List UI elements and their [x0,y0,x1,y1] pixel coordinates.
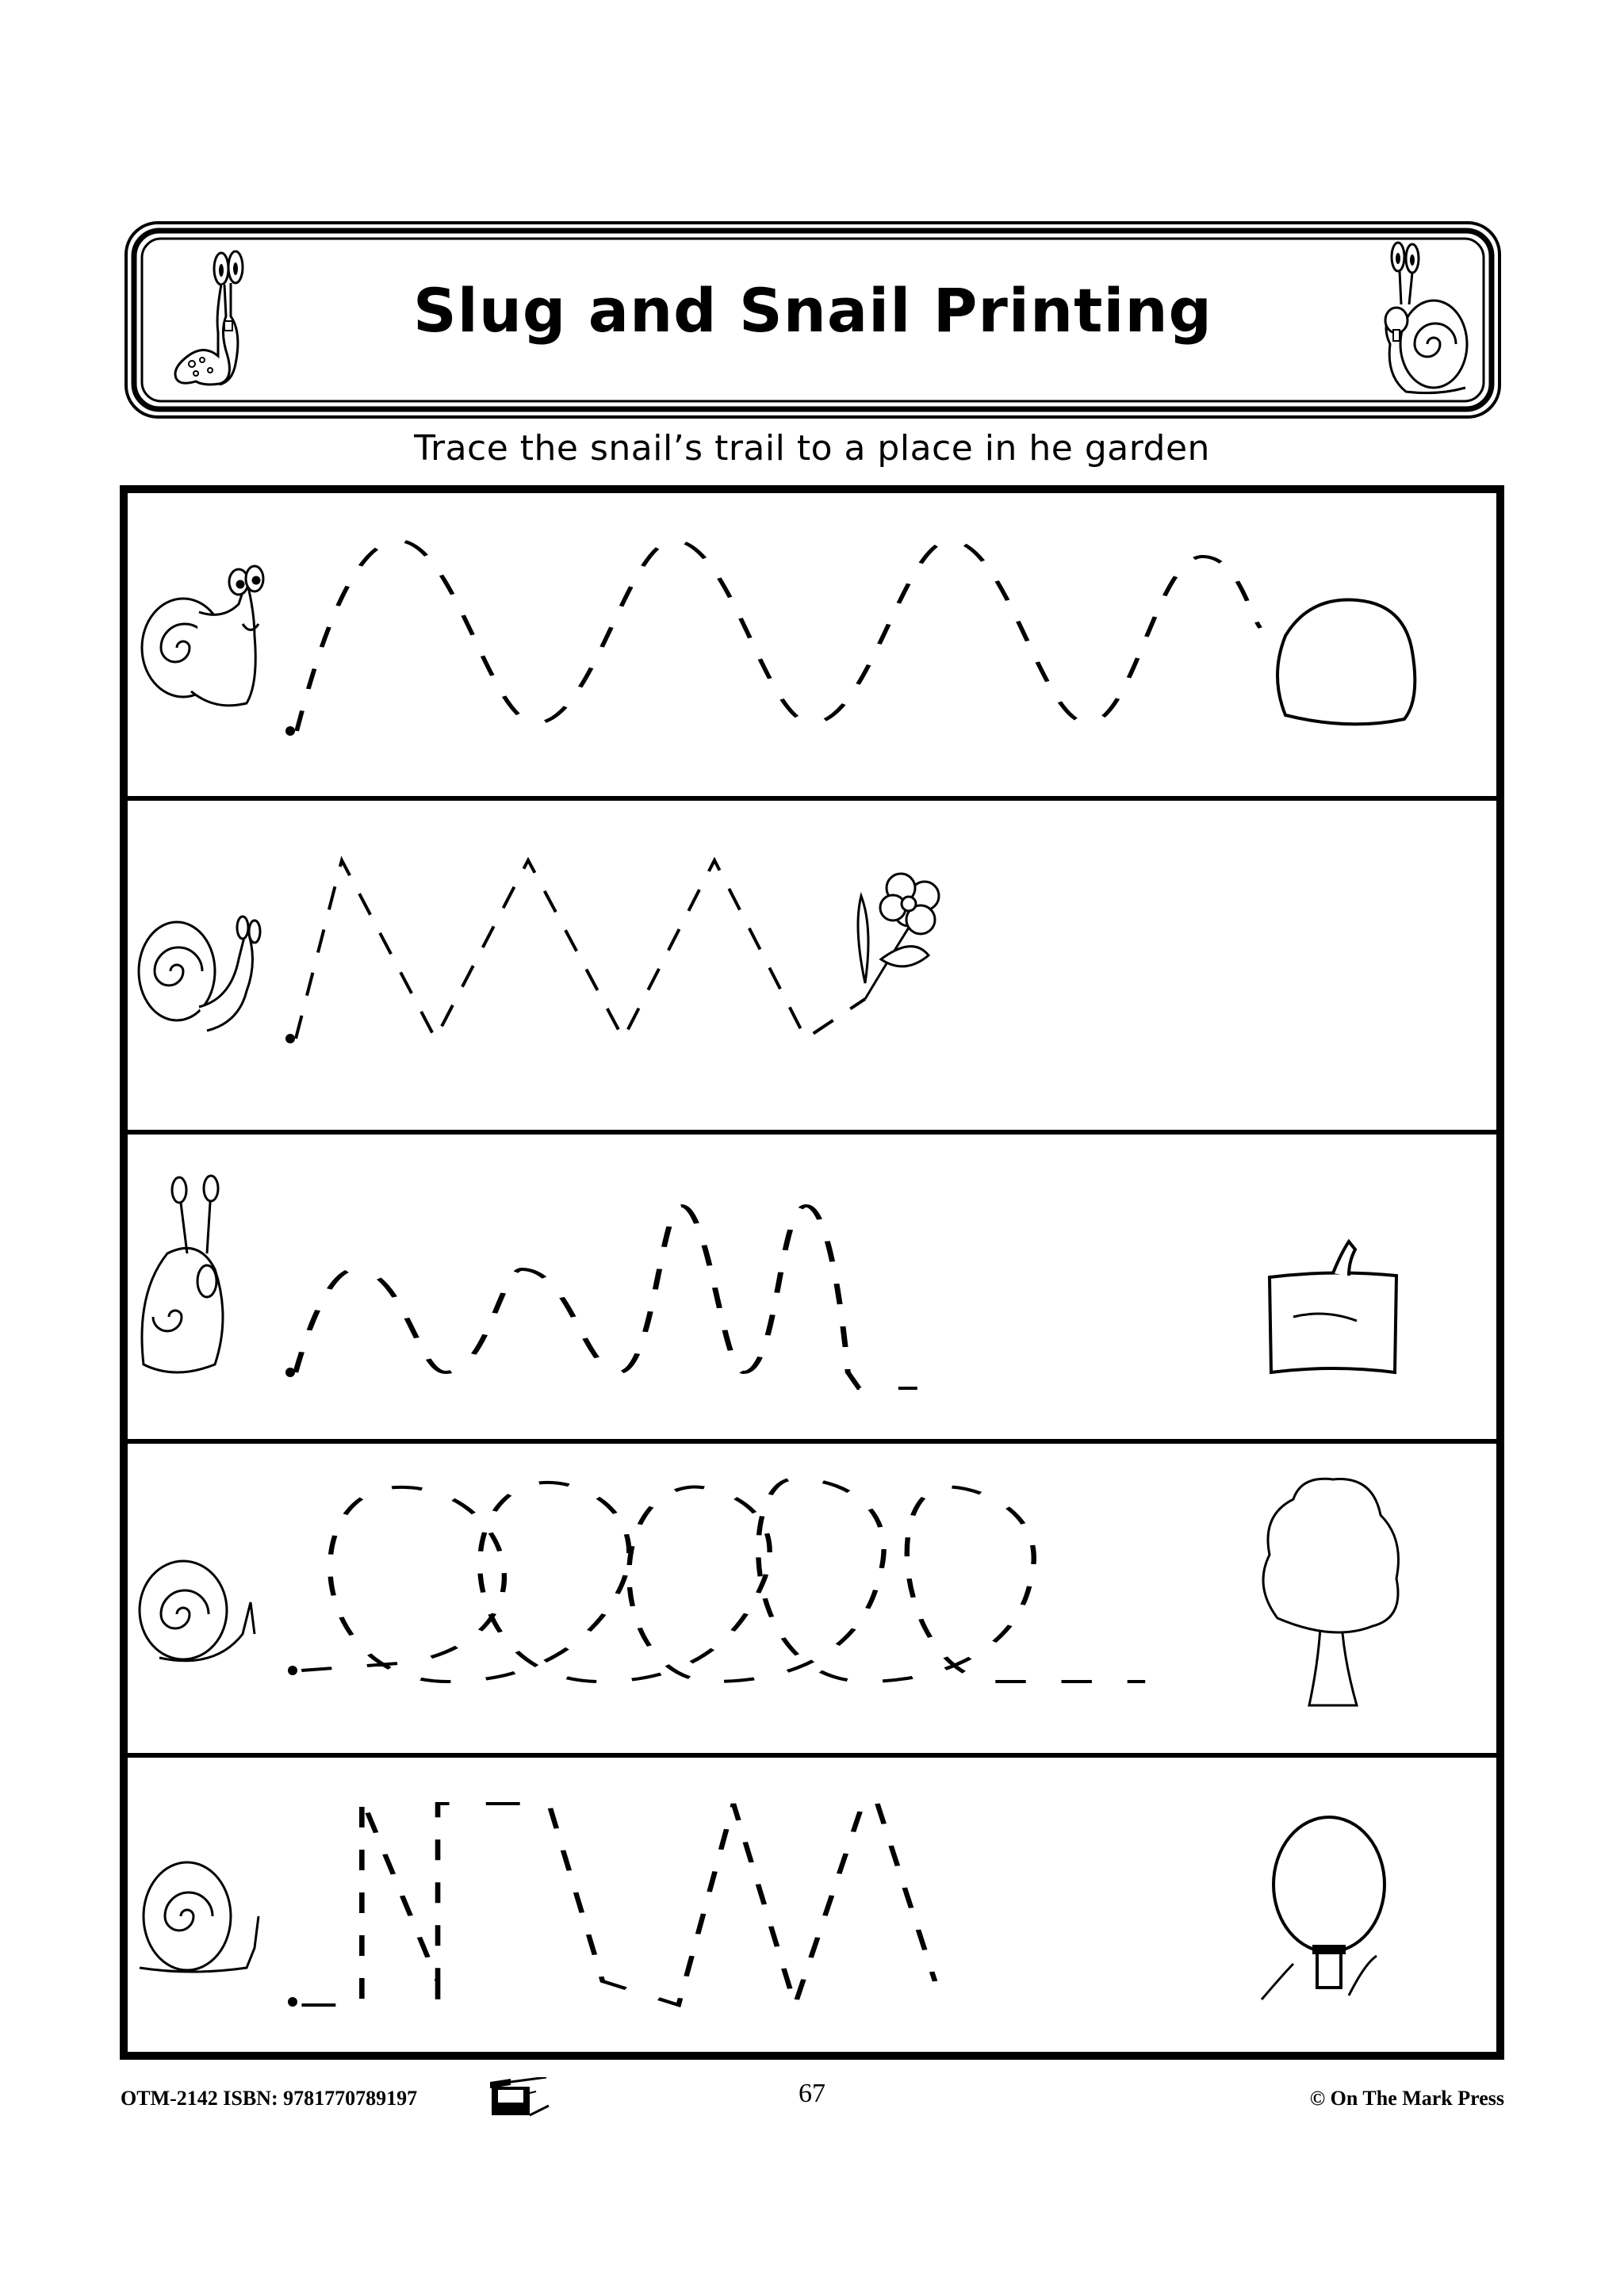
snail-icon [140,1561,255,1661]
row-3-art [128,1135,1496,1439]
row-2-art [128,801,1496,1130]
trail-path [297,541,1260,731]
tree-icon [1263,1479,1399,1705]
publisher-credit: © On The Mark Press [1309,2087,1504,2110]
page-title: Slug and Snail Printing [413,275,1212,346]
trail-path [301,1479,1145,1682]
start-dot [288,1997,297,2007]
log-icon [1270,1242,1396,1372]
row-4-art [128,1444,1496,1753]
start-dot [285,1034,295,1043]
trace-row-2 [128,801,1496,1130]
trace-row-5 [128,1758,1496,2052]
snail-icon [1366,241,1477,400]
mushroom-icon [1262,1817,1385,1999]
trace-row-4 [128,1444,1496,1753]
instruction-text: Trace the snail’s trail to a place in he garden [414,428,1210,469]
snail-icon [142,566,263,706]
snail-icon [142,1176,223,1372]
trace-row-1 [128,493,1496,796]
copier-icon [487,2077,550,2117]
start-dot [285,726,295,736]
trail-path [296,1206,917,1388]
start-dot [288,1666,297,1675]
snail-icon [139,916,260,1031]
row-5-art [128,1758,1496,2052]
product-code: OTM-2142 ISBN: 9781770789197 [121,2087,418,2110]
page-number: 67 [799,2079,825,2108]
trail-path [301,1799,935,2005]
row-1-art [128,493,1496,796]
trail-path [296,860,865,1039]
title-banner [124,221,1501,419]
tracing-worksheet [120,485,1504,2060]
flower-icon [858,874,939,999]
start-dot [285,1368,295,1377]
trace-row-3 [128,1135,1496,1439]
page-footer [121,2077,1504,2117]
snail-icon [140,1862,259,1972]
rock-icon [1277,600,1415,725]
